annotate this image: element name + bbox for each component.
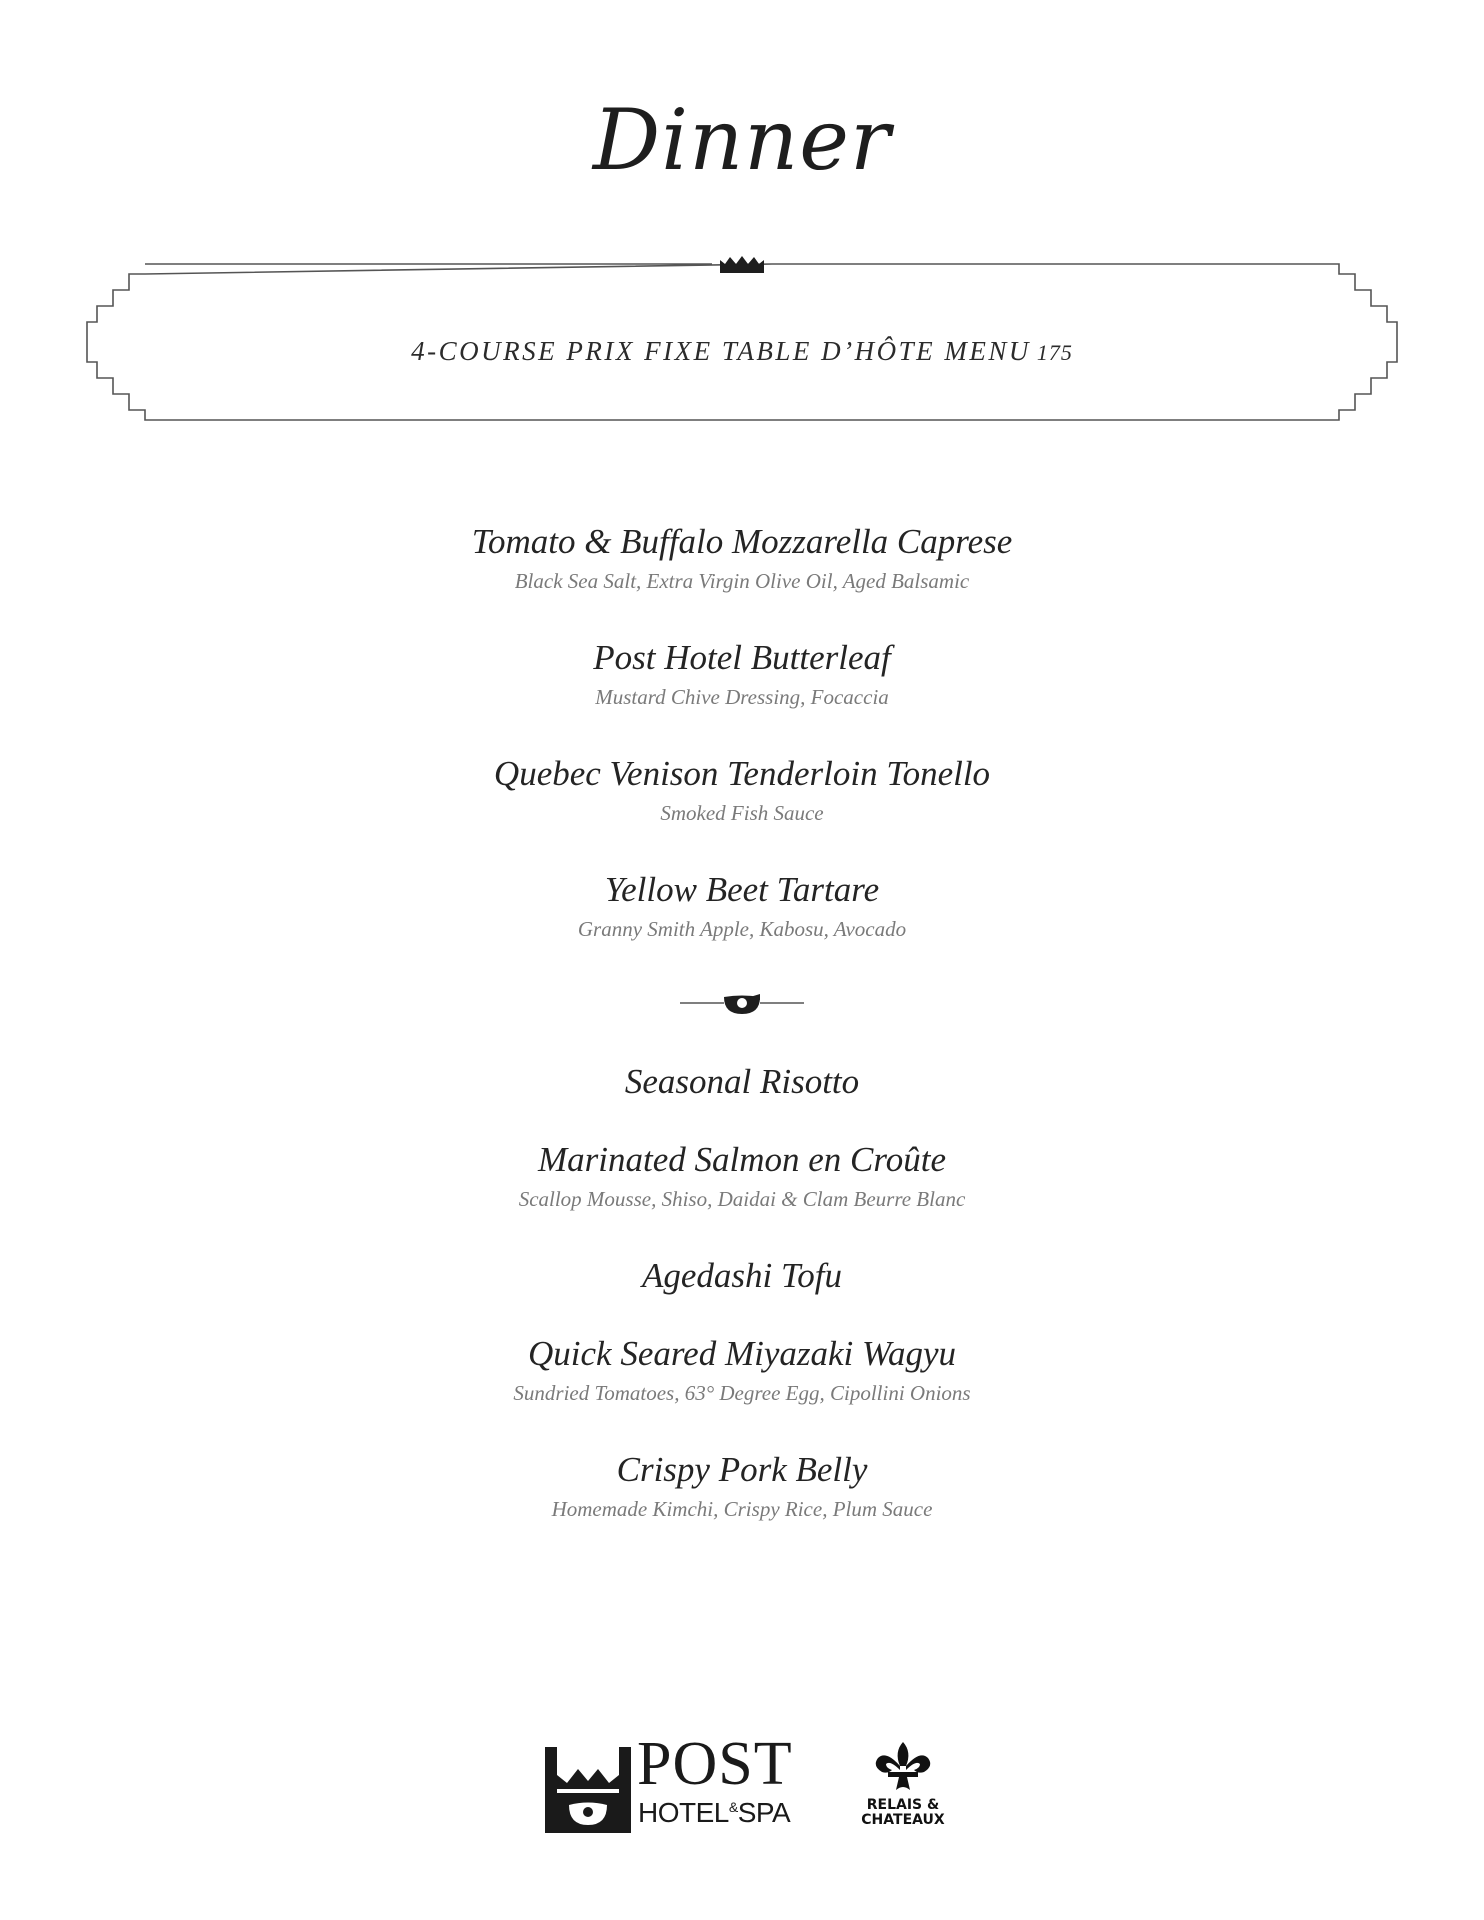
menu-item bbox=[0, 520, 1484, 636]
ampersand: & bbox=[728, 1799, 738, 1815]
menu-item bbox=[0, 1448, 1484, 1564]
prix-fixe-label: 4-COURSE PRIX FIXE TABLE D’HÔTE MENU bbox=[411, 336, 1031, 366]
prix-fixe-price: 175 bbox=[1036, 340, 1073, 365]
dish-name: Marinated Salmon en Croûte bbox=[538, 1140, 946, 1179]
page-title: Dinner bbox=[592, 91, 892, 189]
footer-logos bbox=[545, 1730, 945, 1835]
dish-name: Post Hotel Butterleaf bbox=[593, 638, 891, 677]
menu-section-second bbox=[0, 1060, 1484, 1564]
dish-name: Quebec Venison Tenderloin Tonello bbox=[493, 754, 991, 793]
menu-item bbox=[0, 1138, 1484, 1254]
dish-description: Black Sea Salt, Extra Virgin Olive Oil, Aged Balsamic bbox=[514, 569, 970, 593]
menu-item bbox=[0, 1254, 1484, 1332]
dish-name: Quick Seared Miyazaki Wagyu bbox=[528, 1334, 956, 1373]
crown-icon bbox=[719, 254, 765, 274]
menu-item bbox=[0, 1332, 1484, 1448]
dish-name: Agedashi Tofu bbox=[642, 1256, 842, 1295]
dish-name: Tomato & Buffalo Mozzarella Caprese bbox=[471, 522, 1013, 561]
dish-description: Sundried Tomatoes, 63° Degree Egg, Cipollini Onions bbox=[513, 1381, 971, 1405]
menu-section-first bbox=[0, 520, 1484, 984]
menu-item bbox=[0, 1060, 1484, 1138]
section-divider bbox=[680, 988, 804, 1018]
spa-word: SPA bbox=[737, 1797, 791, 1828]
dish-description: Smoked Fish Sauce bbox=[660, 801, 824, 825]
hotel-word: HOTEL bbox=[638, 1797, 729, 1828]
prix-fixe-heading bbox=[0, 333, 1484, 371]
relais-line-2: CHATEAUX bbox=[861, 1812, 945, 1828]
post-hotel-crest-icon bbox=[545, 1745, 631, 1837]
relais-chateaux-logo bbox=[861, 1740, 945, 1828]
menu-item bbox=[0, 868, 1484, 984]
menu-item bbox=[0, 636, 1484, 752]
hotel-spa-wordmark bbox=[638, 1792, 790, 1828]
relais-line-1: RELAIS & bbox=[866, 1797, 940, 1813]
menu-item bbox=[0, 752, 1484, 868]
dish-description: Homemade Kimchi, Crispy Rice, Plum Sauce bbox=[551, 1497, 933, 1521]
dish-description: Scallop Mousse, Shiso, Daidai & Clam Beurre Blanc bbox=[518, 1187, 966, 1211]
dish-name: Seasonal Risotto bbox=[624, 1062, 860, 1101]
post-wordmark: POST bbox=[637, 1730, 793, 1798]
dish-description: Granny Smith Apple, Kabosu, Avocado bbox=[577, 917, 907, 941]
fleur-de-lis-icon bbox=[872, 1740, 934, 1792]
post-horn-icon bbox=[680, 988, 804, 1018]
dish-name: Crispy Pork Belly bbox=[616, 1450, 868, 1489]
dish-name: Yellow Beet Tartare bbox=[604, 870, 880, 909]
dish-description: Mustard Chive Dressing, Focaccia bbox=[595, 685, 889, 709]
